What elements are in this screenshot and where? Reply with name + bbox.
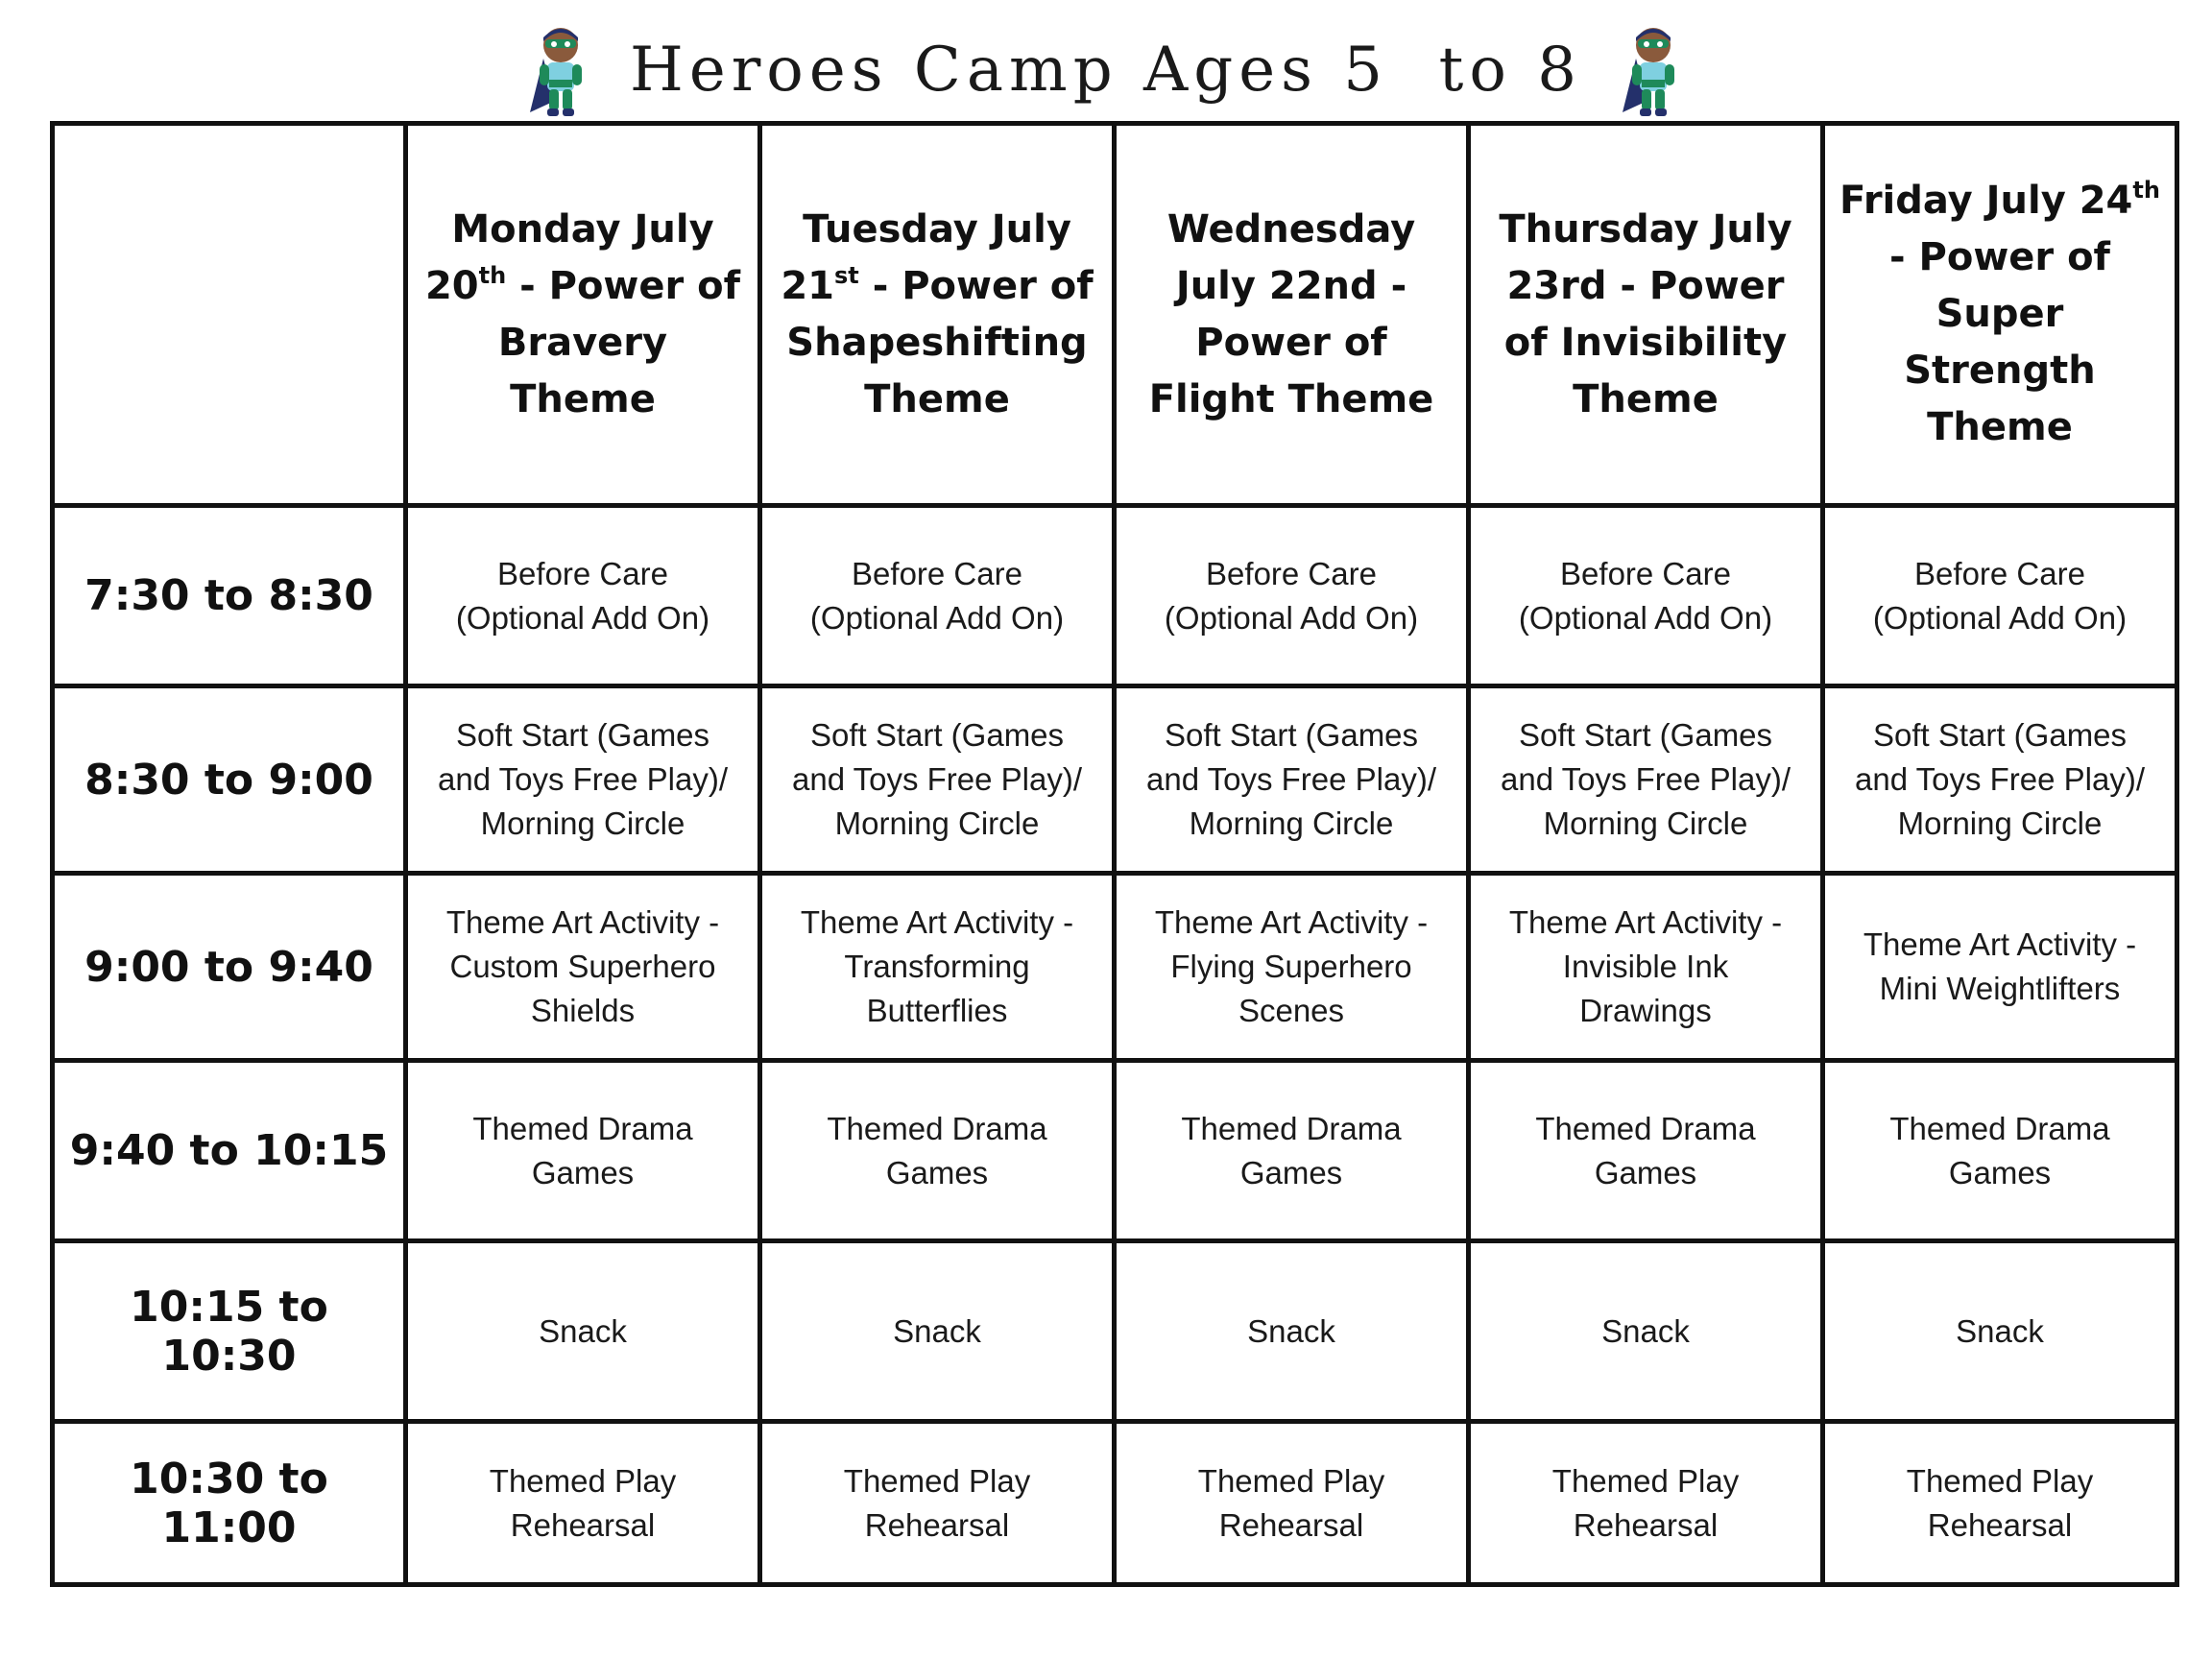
activity-cell: Themed Drama Games <box>1469 1061 1823 1241</box>
time-slot: 10:30 to 11:00 <box>53 1422 406 1585</box>
activity-cell: Before Care (Optional Add On) <box>406 506 760 686</box>
activity-cell: Soft Start (Games and Toys Free Play)/ Morning Circle <box>1115 686 1469 874</box>
activity-cell: Theme Art Activity - Custom Superhero Shields <box>406 874 760 1061</box>
activity-cell: Before Care (Optional Add On) <box>760 506 1115 686</box>
day-header: Wednesday July 22nd - Power of Flight Theme <box>1115 124 1469 506</box>
day-header: Friday July 24th - Power of Super Strength Theme <box>1823 124 2177 506</box>
activity-cell: Theme Art Activity - Mini Weightlifters <box>1823 874 2177 1061</box>
activity-cell: Soft Start (Games and Toys Free Play)/ Morning Circle <box>1469 686 1823 874</box>
superhero-kid-icon <box>522 20 597 120</box>
activity-cell: Snack <box>1115 1241 1469 1422</box>
activity-cell: Theme Art Activity - Transforming Butterflies <box>760 874 1115 1061</box>
activity-cell: Before Care (Optional Add On) <box>1823 506 2177 686</box>
activity-cell: Soft Start (Games and Toys Free Play)/ Morning Circle <box>760 686 1115 874</box>
activity-cell: Themed Drama Games <box>406 1061 760 1241</box>
activity-cell: Theme Art Activity - Flying Superhero Scenes <box>1115 874 1469 1061</box>
table-row <box>53 506 2177 686</box>
day-header: Tuesday July 21st - Power of Shapeshifting Theme <box>760 124 1115 506</box>
time-slot: 8:30 to 9:00 <box>53 686 406 874</box>
activity-cell: Snack <box>1823 1241 2177 1422</box>
activity-cell: Themed Play Rehearsal <box>1823 1422 2177 1585</box>
table-row <box>53 1241 2177 1422</box>
table-row <box>53 1061 2177 1241</box>
activity-cell: Soft Start (Games and Toys Free Play)/ Morning Circle <box>406 686 760 874</box>
activity-cell: Themed Drama Games <box>760 1061 1115 1241</box>
activity-cell: Themed Play Rehearsal <box>1115 1422 1469 1585</box>
activity-cell: Soft Start (Games and Toys Free Play)/ Morning Circle <box>1823 686 2177 874</box>
activity-cell: Snack <box>760 1241 1115 1422</box>
activity-cell: Themed Drama Games <box>1823 1061 2177 1241</box>
activity-cell: Themed Play Rehearsal <box>760 1422 1115 1585</box>
activity-cell: Before Care (Optional Add On) <box>1115 506 1469 686</box>
schedule-table <box>50 121 2179 1587</box>
corner-cell <box>53 124 406 506</box>
table-row <box>53 874 2177 1061</box>
activity-cell: Themed Play Rehearsal <box>1469 1422 1823 1585</box>
activity-cell: Themed Play Rehearsal <box>406 1422 760 1585</box>
time-slot: 7:30 to 8:30 <box>53 506 406 686</box>
day-header: Monday July 20th - Power of Bravery Theme <box>406 124 760 506</box>
table-row <box>53 686 2177 874</box>
day-header: Thursday July 23rd - Power of Invisibility Theme <box>1469 124 1823 506</box>
title-bar <box>0 13 2212 127</box>
activity-cell: Snack <box>406 1241 760 1422</box>
time-slot: 10:15 to 10:30 <box>53 1241 406 1422</box>
page-title: Heroes Camp Ages 5 to 8 <box>630 35 1582 106</box>
activity-cell: Snack <box>1469 1241 1823 1422</box>
activity-cell: Before Care (Optional Add On) <box>1469 506 1823 686</box>
time-slot: 9:00 to 9:40 <box>53 874 406 1061</box>
header-row <box>53 124 2177 506</box>
activity-cell: Theme Art Activity - Invisible Ink Drawings <box>1469 874 1823 1061</box>
superhero-kid-icon <box>1615 20 1690 120</box>
table-row <box>53 1422 2177 1585</box>
activity-cell: Themed Drama Games <box>1115 1061 1469 1241</box>
time-slot: 9:40 to 10:15 <box>53 1061 406 1241</box>
